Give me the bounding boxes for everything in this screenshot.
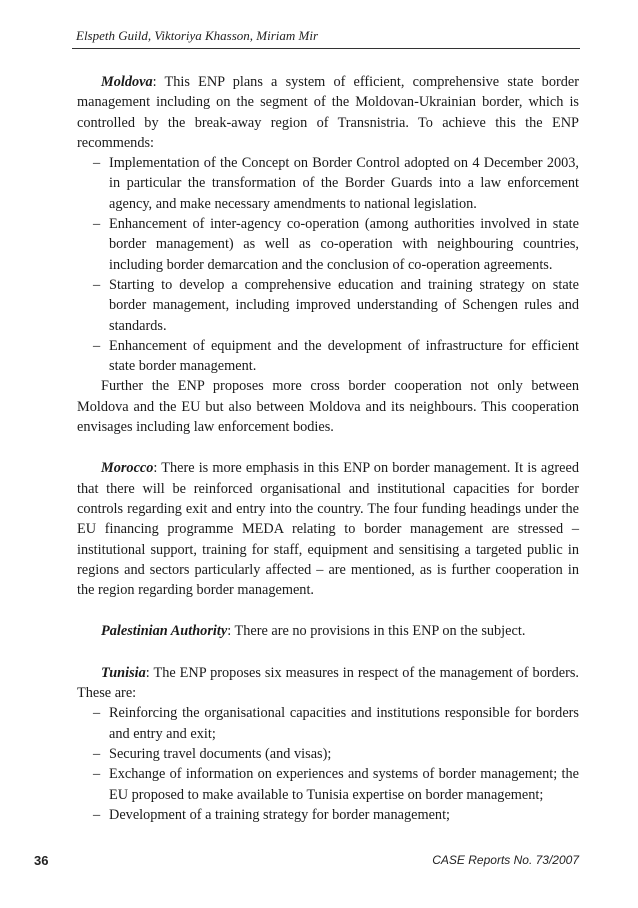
section-moldova — [77, 72, 579, 437]
country-name-moldova: Moldova — [101, 74, 153, 90]
list-item — [77, 275, 579, 336]
running-header-authors: Elspeth Guild, Viktoriya Khasson, Miriam Mir — [76, 28, 319, 43]
dash-marker: – — [93, 216, 101, 233]
list-item-text: Securing travel documents (and visas); — [109, 745, 332, 762]
dash-marker: – — [93, 766, 101, 783]
section-palestinian-authority — [77, 621, 579, 641]
country-name-tunisia: Tunisia — [101, 664, 146, 681]
report-series: CASE Reports No. 73/2007 — [432, 853, 579, 867]
list-item — [77, 805, 579, 825]
palestine-paragraph — [77, 621, 579, 641]
list-item-text: Starting to develop a comprehensive education and training strategy on state border management, including improved understanding of Schengen rules and standards. — [109, 276, 579, 334]
list-item — [77, 764, 579, 805]
tunisia-measures-list — [77, 703, 579, 825]
list-item-text: Development of a training strategy for border management; — [109, 806, 451, 823]
page-number: 36 — [34, 853, 49, 868]
list-item-text: Enhancement of equipment and the development of infrastructure for efficient state border management. — [109, 337, 579, 375]
list-item-text: Implementation of the Concept on Border Control adopted on 4 December 2003, in particular the transformation of the Border Guards into a law enforcement agency, and make necessary amendments to national legislation. — [109, 155, 579, 212]
page-body — [77, 72, 579, 825]
header-rule — [72, 48, 580, 49]
list-item — [77, 336, 579, 377]
list-item — [77, 214, 579, 275]
country-name-morocco: Morocco — [101, 460, 154, 477]
dash-marker: – — [93, 705, 101, 722]
morocco-text: : There is more emphasis in this ENP on border management. It is agreed that there will be reinforced organisational and institutional capacities for border controls regarding exit and entry into the country. The four funding headings under the EU financing programme MEDA relating to border management are stressed – institutional support, training for staff, equipment and sensitising a targeted public in regions and sectors particularly affected – are mentioned, as is further cooperation in the region regarding border management. — [77, 460, 579, 599]
dash-marker: – — [93, 806, 101, 823]
tunisia-intro-text: : The ENP proposes six measures in respect of the management of borders. These are: — [77, 664, 579, 702]
dash-marker: – — [93, 337, 101, 354]
section-tunisia — [77, 663, 579, 825]
dash-marker: – — [93, 745, 101, 762]
dash-marker: – — [93, 276, 101, 293]
section-morocco — [77, 458, 579, 600]
morocco-paragraph — [77, 458, 579, 600]
moldova-measures-list — [77, 153, 579, 376]
list-item-text: Exchange of information on experiences and systems of border management; the EU proposed to make available to Tunisia expertise on border management; — [109, 766, 579, 803]
list-item — [77, 153, 579, 214]
dash-marker: – — [93, 155, 101, 172]
list-item-text: Reinforcing the organisational capacities and institutions responsible for borders and entry and exit; — [109, 705, 579, 742]
list-item-text: Enhancement of inter-agency co-operation (among authorities involved in state border management) as well as co-operation with neighbouring countries, including border demarcation and the conclusion of co-operation agreements. — [109, 216, 579, 273]
moldova-intro-paragraph — [77, 72, 579, 153]
list-item — [77, 703, 579, 744]
palestine-text: : There are no provisions in this ENP on the subject. — [227, 623, 526, 640]
country-name-palestinian-authority: Palestinian Authority — [101, 623, 228, 640]
moldova-further-paragraph: Further the ENP proposes more cross border cooperation not only between Moldova and the EU but also between Moldova and its neighbours. This cooperation envisages including law enforcement bodies. — [77, 378, 579, 436]
list-item — [77, 744, 579, 764]
moldova-intro-text: : This ENP plans a system of efficient, comprehensive state border management including on the segment of the Moldovan-Ukrainian border, which is controlled by the break-away region of Transnistria. To achieve this the ENP recommends: — [77, 74, 579, 151]
tunisia-intro-paragraph — [77, 663, 579, 704]
